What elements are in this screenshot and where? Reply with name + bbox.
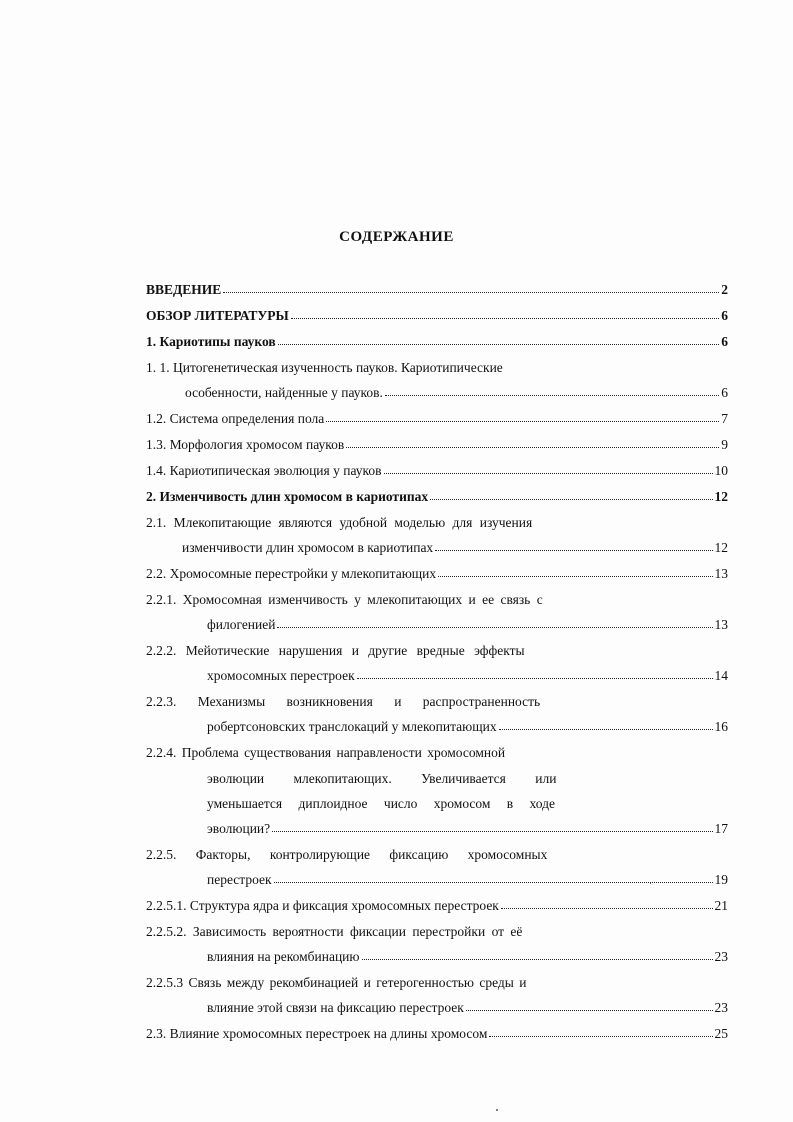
toc-entry-s2-2-1-line2 — [207, 616, 728, 634]
toc-entry-s2 — [146, 488, 728, 506]
leader-dots — [277, 615, 712, 628]
toc-page-number: 17 — [714, 821, 728, 836]
toc-page-number: 21 — [714, 898, 728, 913]
leader-dots — [438, 564, 712, 577]
toc-entry-text: влияние этой связи на фиксацию перестроек — [207, 1000, 464, 1015]
toc-entry-s2-2-5-2-line2 — [207, 948, 728, 966]
toc-entry-text: 2.3. Влияние хромосомных перестроек на длины хромосом — [146, 1026, 488, 1041]
toc-entry-text: эволюции? — [207, 821, 271, 836]
leader-dots — [385, 383, 719, 396]
toc-entry-text: 1. Кариотипы пауков — [146, 334, 276, 349]
toc-page-number: 23 — [714, 949, 728, 964]
toc-entry-text: 1.3. Морфология хромосом пауков — [146, 437, 345, 452]
toc-entry-s2-1-line1: 2.1. Млекопитающие являются удобной моделью для изучения — [146, 515, 533, 530]
toc-entry-s2-2-5-line1: 2.2.5. Факторы, контролирующие фиксацию хромосомных — [146, 847, 548, 862]
leader-dots — [278, 332, 720, 345]
toc-entry-s2-2-2-line2 — [207, 667, 728, 685]
toc-entry-s2-2-3-line1: 2.2.3. Механизмы возникновения и распространенность — [146, 694, 541, 709]
toc-entry-intro — [146, 281, 728, 299]
toc-page-number: 19 — [714, 872, 728, 887]
leader-dots — [291, 306, 720, 319]
toc-entry-s2-2-4-line2: эволюции млекопитающих. Увеличивается или — [207, 771, 557, 786]
leader-dots — [357, 666, 713, 679]
toc-page-number: 12 — [714, 540, 728, 555]
toc-entry-s2-2-4-line1: 2.2.4. Проблема существования направлености хромосомной — [146, 745, 506, 760]
toc-entry-text: робертсоновских транслокаций у млекопитающих — [207, 719, 497, 734]
toc-entry-s1-1-line1: 1. 1. Цитогенетическая изученность пауков. Кариотипические — [146, 360, 503, 375]
toc-page-number: 6 — [721, 385, 728, 400]
toc-entry-s2-2-4-line3: уменьшается диплоидное число хромосом в ходе — [207, 796, 556, 811]
toc-entry-text: ОБЗОР ЛИТЕРАТУРЫ — [146, 308, 289, 323]
toc-entry-s1-2 — [146, 410, 728, 428]
toc-page-number: 6 — [721, 334, 728, 349]
toc-entry-s2-2 — [146, 565, 728, 583]
toc-page-number: 6 — [721, 308, 728, 323]
leader-dots — [326, 409, 719, 422]
leader-dots — [223, 280, 719, 293]
toc-page-number: 12 — [714, 489, 728, 504]
toc-entry-s2-2-5-3-line1: 2.2.5.3 Связь между рекомбинацией и гетерогенностью среды и — [146, 975, 527, 990]
toc-entry-s1-3 — [146, 436, 728, 454]
toc-entry-s2-2-2-line1: 2.2.2. Мейотические нарушения и другие вредные эффекты — [146, 643, 525, 658]
toc-page-number: 23 — [714, 1000, 728, 1015]
leader-dots — [435, 538, 712, 551]
toc-entry-text: перестроек — [207, 872, 272, 887]
toc-entry-text: изменчивости длин хромосом в кариотипах — [182, 540, 434, 555]
toc-page-number: 2 — [721, 282, 728, 297]
toc-entry-text: филогенией — [207, 617, 276, 632]
toc-entry-text: хромосомных перестроек — [207, 668, 355, 683]
toc-page-number: 9 — [721, 437, 728, 452]
toc-entry-s2-3 — [146, 1025, 728, 1043]
toc-entry-s2-2-5-line2 — [207, 871, 728, 889]
toc-entry-s2-2-1-line1: 2.2.1. Хромосомная изменчивость у млекопитающих и ее связь с — [146, 592, 543, 607]
toc-entry-text: 2.2.5.1. Структура ядра и фиксация хромосомных перестроек — [146, 898, 499, 913]
toc-entry-s2-2-3-line2 — [207, 718, 728, 736]
leader-dots — [499, 717, 713, 730]
toc-entry-s1-1-line2 — [185, 384, 728, 402]
toc-entry-s2-2-5-1 — [146, 897, 728, 915]
toc-page-number: 14 — [714, 668, 728, 683]
toc-entry-text: ВВЕДЕНИЕ — [146, 282, 222, 297]
toc-entry-s1-4 — [146, 462, 728, 480]
scan-speck — [496, 1109, 498, 1111]
leader-dots — [430, 487, 712, 500]
toc-page-number: 13 — [714, 566, 728, 581]
leader-dots — [362, 947, 713, 960]
leader-dots — [274, 870, 713, 883]
toc-entry-s2-2-4-line4 — [207, 820, 728, 838]
toc-entry-text: 2. Изменчивость длин хромосом в кариотипах — [146, 489, 429, 504]
toc-page-number: 13 — [714, 617, 728, 632]
leader-dots — [346, 435, 719, 448]
leader-dots — [272, 819, 712, 832]
toc-entry-text: особенности, найденные у пауков. — [185, 385, 383, 400]
leader-dots — [489, 1024, 712, 1037]
page-title: СОДЕРЖАНИЕ — [339, 229, 454, 245]
leader-dots — [384, 461, 713, 474]
toc-page-number: 16 — [714, 719, 728, 734]
toc-entry-s2-2-5-3-line2 — [207, 999, 728, 1017]
toc-page-number: 7 — [721, 411, 728, 426]
leader-dots — [501, 896, 713, 909]
leader-dots — [466, 998, 713, 1011]
toc-page-number: 25 — [714, 1026, 728, 1041]
toc-entry-text: 1.2. Система определения пола — [146, 411, 325, 426]
toc-entry-text: 2.2. Хромосомные перестройки у млекопитающих — [146, 566, 437, 581]
scan-speck — [650, 883, 651, 884]
toc-entry-review — [146, 307, 728, 325]
toc-entry-s1 — [146, 333, 728, 351]
toc-entry-s2-1-line2 — [182, 539, 728, 557]
toc-entry-s2-2-5-2-line1: 2.2.5.2. Зависимость вероятности фиксации перестройки от её — [146, 924, 523, 939]
toc-page-number: 10 — [714, 463, 728, 478]
toc-entry-text: влияния на рекомбинацию — [207, 949, 360, 964]
toc-entry-text: 1.4. Кариотипическая эволюция у пауков — [146, 463, 382, 478]
